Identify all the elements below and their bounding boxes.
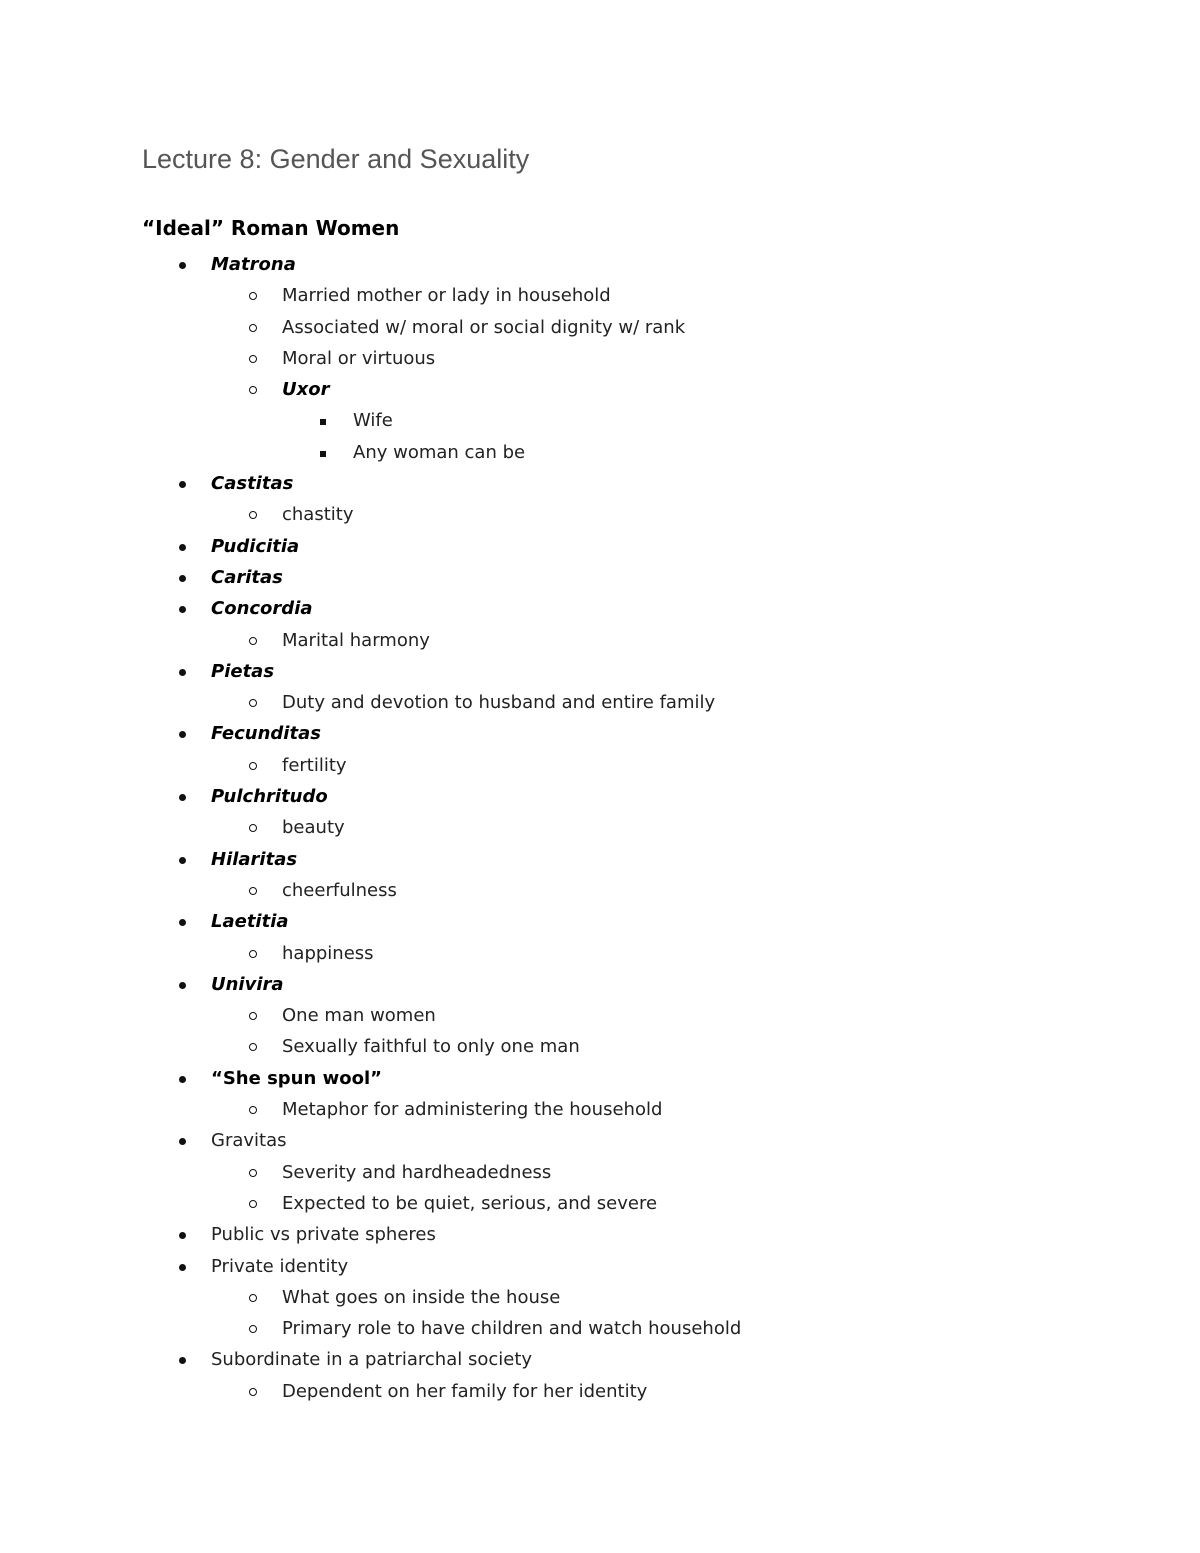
outline-item-text: Primary role to have children and watch household — [282, 1318, 742, 1340]
outline-item-text: Laetitia — [211, 911, 289, 933]
outline-item-text: Pulchritudo — [211, 786, 328, 808]
outline-item-text: Any woman can be — [353, 441, 526, 463]
outline-item-text: Metaphor for administering the household — [282, 1099, 663, 1121]
outline-item-text: beauty — [282, 817, 345, 839]
outline-item-text: Fecunditas — [211, 723, 321, 745]
outline-item-text: Marital harmony — [282, 629, 430, 651]
outline-item-text: happiness — [282, 942, 374, 964]
outline-item-text: chastity — [282, 504, 354, 526]
outline-item-text: Associated w/ moral or social dignity w/ rank — [282, 316, 686, 338]
outline-item-text: Duty and devotion to husband and entire family — [282, 692, 716, 714]
outline-item-text: Moral or virtuous — [282, 347, 436, 369]
outline-item-text: Pudicitia — [211, 535, 300, 557]
outline-item-text: What goes on inside the house — [282, 1286, 561, 1308]
outline-item-text: “She spun wool” — [211, 1067, 382, 1089]
outline-item-text: Expected to be quiet, serious, and severe — [282, 1192, 658, 1214]
outline-item-text: Concordia — [211, 598, 313, 620]
outline-item-text: Public vs private spheres — [211, 1224, 436, 1246]
outline-item-text: Matrona — [211, 254, 296, 275]
section-heading: “Ideal” Roman Women — [142, 216, 400, 240]
outline-item-text: Uxor — [282, 379, 330, 401]
outline-item-text: Pietas — [211, 660, 275, 682]
outline-item-text: Subordinate in a patriarchal society — [211, 1349, 533, 1371]
outline-item-text: Severity and hardheadedness — [282, 1161, 552, 1183]
outline-item-text: One man women — [282, 1005, 436, 1027]
outline-item-text: Private identity — [211, 1255, 349, 1277]
outline-item-text: Dependent on her family for her identity — [282, 1380, 648, 1402]
outline-item-text: Sexually faithful to only one man — [282, 1036, 580, 1058]
outline-item-text: Married mother or lady in household — [282, 285, 611, 307]
outline-item-text: Hilaritas — [211, 848, 298, 870]
page-title: Lecture 8: Gender and Sexuality — [142, 144, 530, 174]
outline-item-text: Univira — [211, 973, 284, 995]
outline-item-text: fertility — [282, 754, 347, 776]
outline-item-text: Caritas — [211, 566, 283, 588]
outline-item-text: cheerfulness — [282, 879, 397, 901]
outline-item-text: Gravitas — [211, 1130, 287, 1152]
outline-item-text: Wife — [353, 410, 393, 432]
outline-item-text: Castitas — [211, 473, 294, 495]
